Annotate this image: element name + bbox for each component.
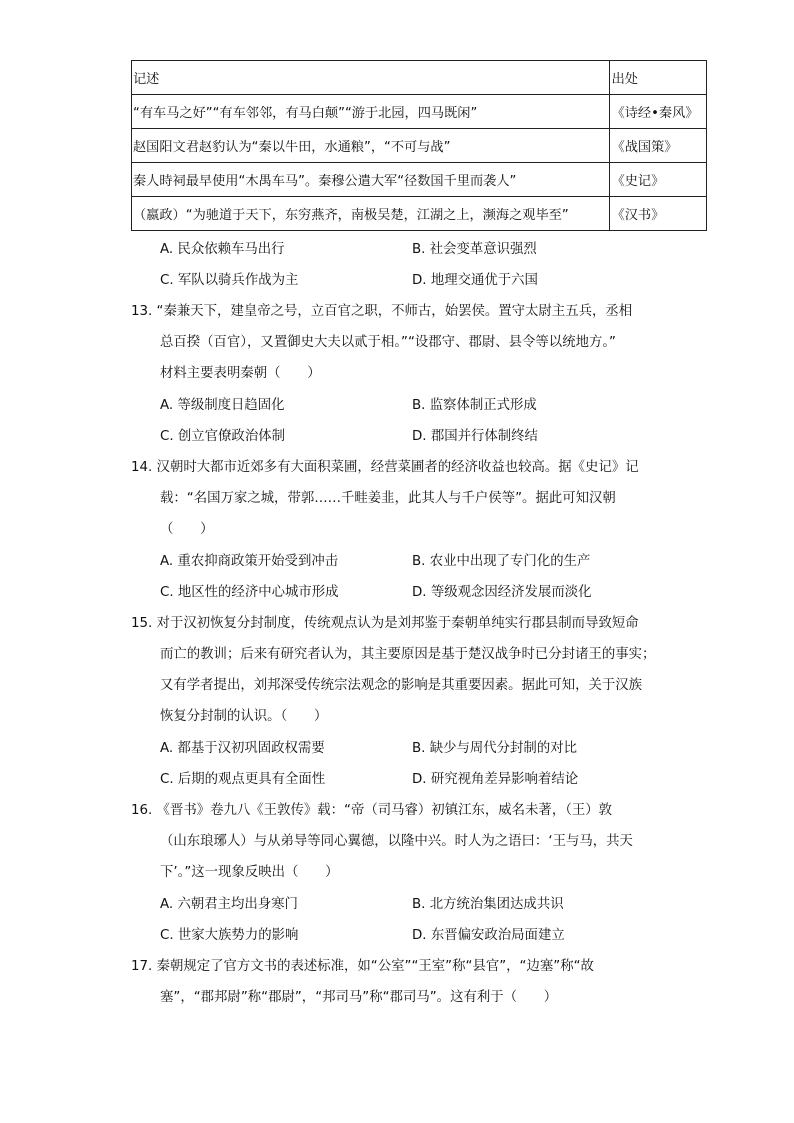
q16-stem-line: （山东琅琊人）与从弟导等同心翼德，以隆中兴。时人为之语曰：‘王与马，共天 <box>160 834 633 849</box>
q13-stem-line: 13. “秦兼天下，建皇帝之号，立百官之职，不师古，始罢侯。置守太尉主五兵，丞相 <box>131 304 633 319</box>
table-cell: 秦人時祠最早使用“木禺车马”。秦穆公遣大军“径数国千里而袭人” <box>132 163 610 197</box>
table-header-cell: 出处 <box>609 61 706 95</box>
q15-option-a[interactable]: A. 都基于汉初巩固政权需要 <box>160 741 325 756</box>
table-row <box>132 163 707 197</box>
q13-stem-line: 总百揆（百官），又置御史大夫以贰于相。”“设郡守、郡尉、县令等以统地方。” <box>160 335 616 350</box>
q17-stem-line: 塞”，“郡邦尉”称“郡尉”，“邦司马”称“郡司马”。这有利于（ ） <box>160 990 558 1005</box>
q15-stem-line: 而亡的教训；后来有研究者认为，其主要原因是基于楚汉战争时已分封诸王的事实； <box>160 647 656 662</box>
q17-stem-line: 17. 秦朝规定了官方文书的表述标准，如“公室”“王室”称“县官”，“边塞”称“故 <box>131 959 594 974</box>
q13-stem-line: 材料主要表明秦朝（ ） <box>160 366 321 381</box>
table-row <box>132 197 707 231</box>
q15-option-c[interactable]: C. 后期的观点更具有全面性 <box>160 772 326 787</box>
q14-option-b[interactable]: B. 农业中出现了专门化的生产 <box>412 554 591 569</box>
q14-stem-line: 14. 汉朝时大都市近郊多有大面积菜圃，经营菜圃者的经济收益也较高。据《史记》记 <box>131 460 639 475</box>
source-table <box>131 60 707 231</box>
q15-stem-line: 又有学者提出，刘邦深受传统宗法观念的影响是其重要因素。据此可知，关于汉族 <box>160 678 643 693</box>
q14-option-a[interactable]: A. 重农抑商政策开始受到冲击 <box>160 554 339 569</box>
q13-option-b[interactable]: B. 监察体制正式形成 <box>412 398 537 413</box>
q12-option-b[interactable]: B. 社会变革意识强烈 <box>412 242 537 257</box>
q15-stem-line: 恢复分封制的认识。（ ） <box>160 709 328 724</box>
q12-option-d[interactable]: D. 地理交通优于六国 <box>412 273 538 288</box>
table-cell: “有车马之好”“有车邻邻，有马白颠”“游于北园，四马既闲” <box>132 95 610 129</box>
table-cell: 《汉书》 <box>609 197 706 231</box>
q14-option-d[interactable]: D. 等级观念因经济发展而淡化 <box>412 585 592 600</box>
q15-stem-line: 15. 对于汉初恢复分封制度，传统观点认为是刘邦鉴于秦朝单纯实行郡县制而导致短命 <box>131 616 639 631</box>
q16-option-c[interactable]: C. 世家大族势力的影响 <box>160 928 299 943</box>
q16-option-b[interactable]: B. 北方统治集团达成共识 <box>412 897 564 912</box>
q14-stem-line: （ ） <box>160 522 214 537</box>
q14-option-c[interactable]: C. 地区性的经济中心城市形成 <box>160 585 339 600</box>
q13-option-a[interactable]: A. 等级制度日趋固化 <box>160 398 285 413</box>
table-row <box>132 95 707 129</box>
q13-option-d[interactable]: D. 郡国并行体制终结 <box>412 429 538 444</box>
table-header-row <box>132 61 707 95</box>
q12-option-a[interactable]: A. 民众依赖车马出行 <box>160 242 285 257</box>
q16-option-a[interactable]: A. 六朝君主均出身寒门 <box>160 897 298 912</box>
table-cell: 《战国策》 <box>609 129 706 163</box>
q14-stem-line: 载：“名国万家之城，带郭……千畦姜韭，此其人与千户侯等”。据此可知汉朝 <box>160 491 616 506</box>
table-cell: 《史记》 <box>609 163 706 197</box>
table-cell: 《诗经•秦风》 <box>609 95 706 129</box>
table-header-cell: 记述 <box>132 61 610 95</box>
table-cell: （嬴政）“为驰道于天下，东穷燕齐，南极吴楚，江湖之上，濒海之观毕至” <box>132 197 610 231</box>
q15-option-b[interactable]: B. 缺少与周代分封制的对比 <box>412 741 577 756</box>
q12-option-c[interactable]: C. 军队以骑兵作战为主 <box>160 273 299 288</box>
q16-option-d[interactable]: D. 东晋偏安政治局面建立 <box>412 928 565 943</box>
table-cell: 赵国阳文君赵豹认为“秦以牛田，水通粮”，“不可与战” <box>132 129 610 163</box>
q16-stem-line: 下’。”这一现象反映出（ ） <box>160 865 339 880</box>
q16-stem-line: 16. 《晋书》卷九八《王敦传》载：“帝（司马睿）初镇江东，威名未著，（王）敦 <box>131 803 613 818</box>
table-row <box>132 129 707 163</box>
q13-option-c[interactable]: C. 创立官僚政治体制 <box>160 429 285 444</box>
q15-option-d[interactable]: D. 研究视角差异影响着结论 <box>412 772 579 787</box>
